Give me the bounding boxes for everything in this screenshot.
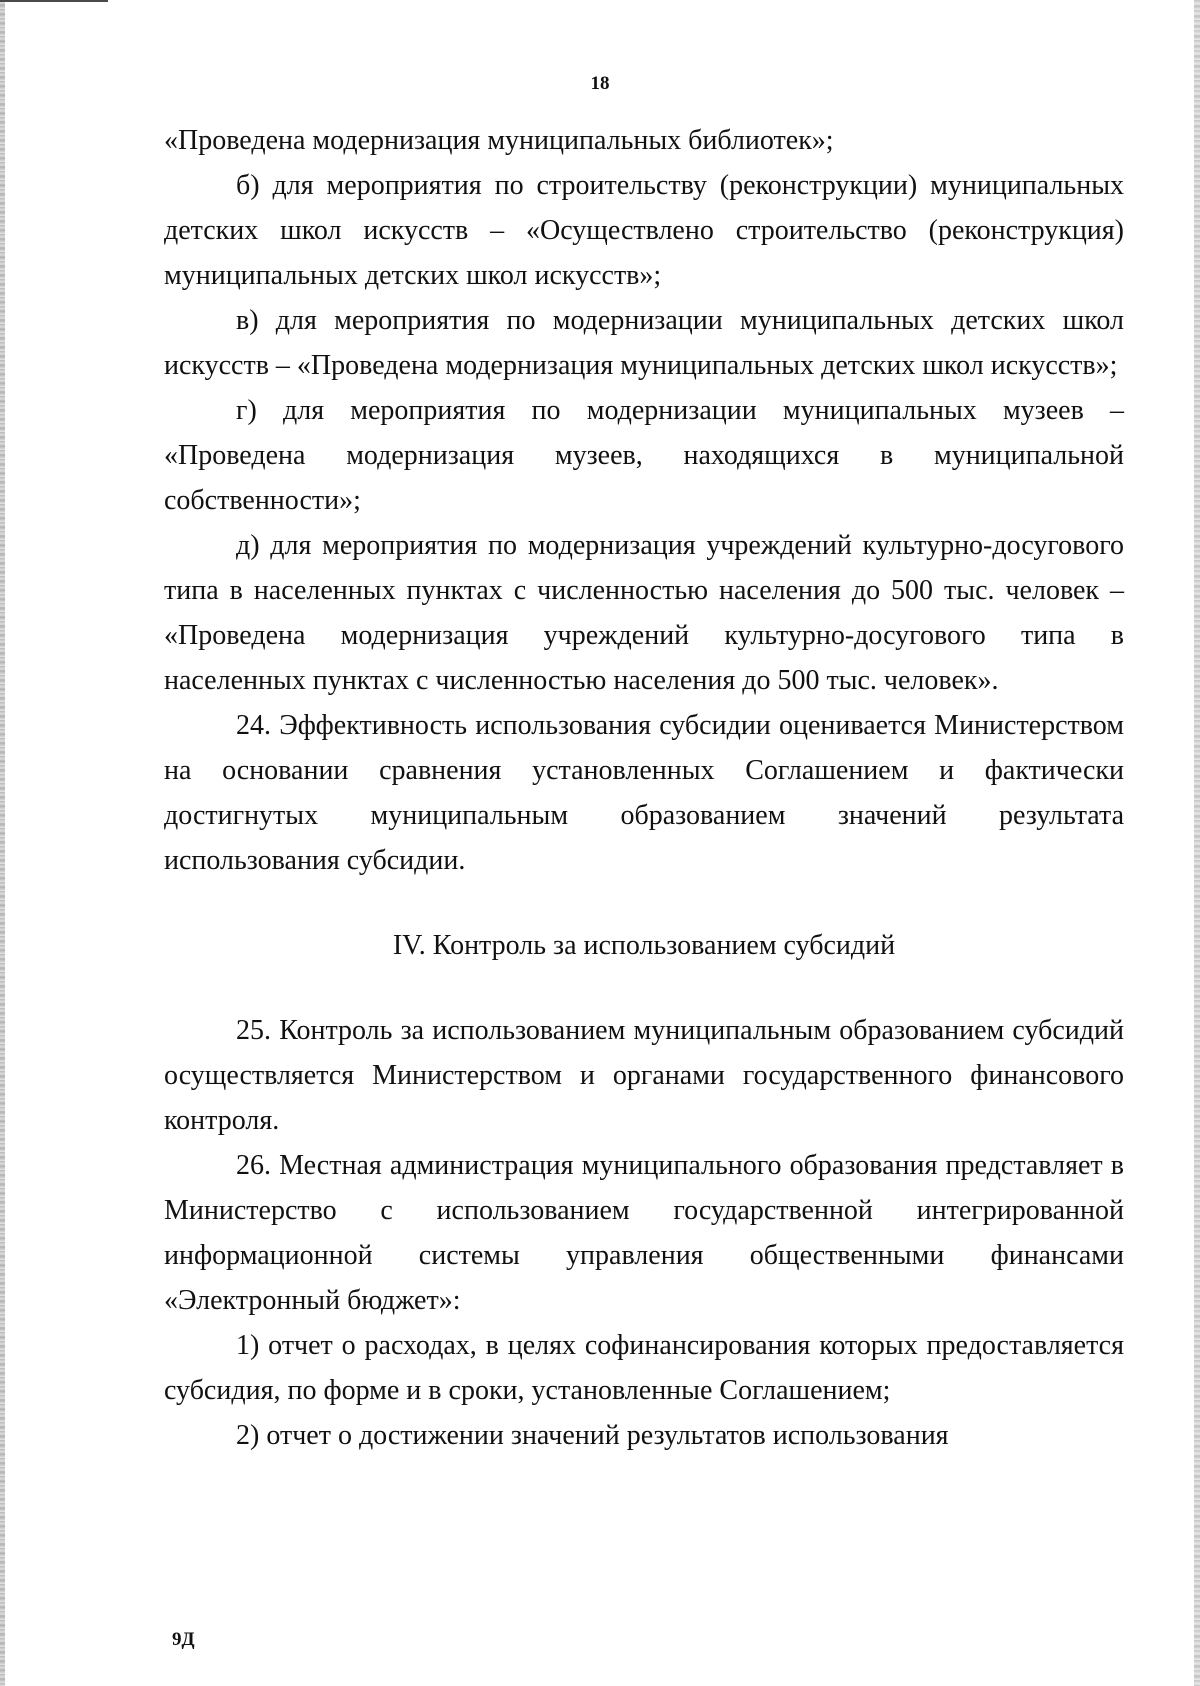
page-number: 18: [590, 73, 610, 94]
paragraph-continuation: «Проведена модернизация муниципальных библиотек»;: [164, 125, 834, 156]
paragraph-item-g: г) для мероприятия по модернизации муниципальных музеев – «Проведена модернизация музеев, находящихся в муниципальной собственности»;: [164, 395, 1124, 516]
paragraph-item-d: д) для мероприятия по модернизация учреждений культурно-досугового типа в населенных пунктах с численностью населения до 500 тыс. человек – «Проведена модернизация учреждений культурно-досугового типа в населенных пунктах с численностью населения до 500 тыс. человек».: [164, 530, 1124, 696]
paragraph-26: 26. Местная администрация муниципального образования представляет в Министерство с использованием государственной интегрированной информационной системы управления общественными финансами «Электронный бюджет»:: [164, 1150, 1124, 1316]
scan-edge-left: [0, 0, 5, 1686]
footer-code: 9Д: [172, 1629, 195, 1650]
paragraph-item-v: в) для мероприятия по модернизации муниципальных детских школ искусств – «Проведена модернизация муниципальных детских школ искусств»;: [164, 305, 1124, 381]
paragraph-26-item-2: 2) отчет о достижении значений результатов использования: [236, 1420, 949, 1451]
scan-edge-right: [1194, 0, 1200, 1686]
paragraph-26-item-1: 1) отчет о расходах, в целях софинансирования которых предоставляется субсидия, по форме и в сроки, установленные Соглашением;: [164, 1330, 1124, 1406]
corner-mark: [0, 0, 108, 2]
paragraph-item-b: б) для мероприятия по строительству (реконструкции) муниципальных детских школ искусств – «Осуществлено строительство (реконструкция) муниципальных детских школ искусств»;: [164, 170, 1124, 291]
document-body: [164, 118, 1124, 1458]
paragraph-25: 25. Контроль за использованием муниципальным образованием субсидий осуществляется Министерством и органами государственного финансового контроля.: [164, 1015, 1124, 1136]
paragraph-24: 24. Эффективность использования субсидии оценивается Министерством на основании сравнения установленных Соглашением и фактически достигнутых муниципальным образованием значений результата использования субсидии.: [164, 710, 1124, 876]
section-heading: IV. Контроль за использованием субсидий: [392, 930, 896, 961]
